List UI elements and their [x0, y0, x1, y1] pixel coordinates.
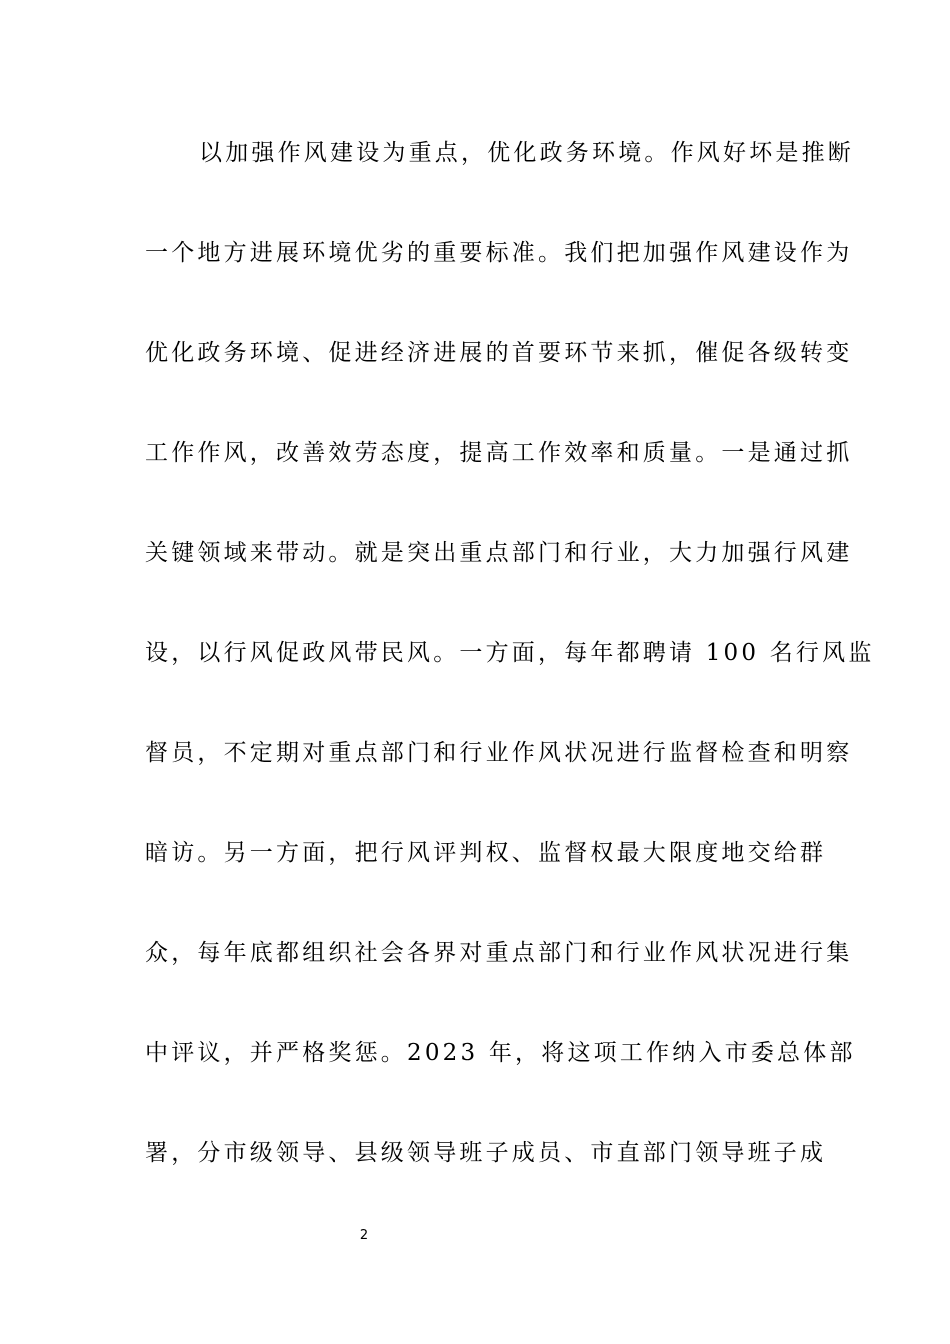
page-number: 2: [359, 1228, 369, 1243]
text-line: 众，每年底都组织社会各界对重点部门和行业作风状况进行集: [145, 940, 853, 966]
text-line: 中评议，并严格奖惩。2023 年，将这项工作纳入市委总体部: [145, 1040, 856, 1066]
text-line: 暗访。另一方面，把行风评判权、监督权最大限度地交给群: [145, 840, 827, 866]
text-line: 署，分市级领导、县级领导班子成员、市直部门领导班子成: [145, 1140, 827, 1166]
text-line: 一个地方进展环境优劣的重要标准。我们把加强作风建设作为: [145, 240, 853, 266]
text-line: 关键领域来带动。就是突出重点部门和行业，大力加强行风建: [145, 540, 853, 566]
text-line: 优化政务环境、促进经济进展的首要环节来抓，催促各级转变: [145, 340, 853, 366]
text-line: 督员，不定期对重点部门和行业作风状况进行监督检查和明察: [145, 740, 853, 766]
text-line: 以加强作风建设为重点，优化政务环境。作风好坏是推断: [199, 140, 854, 166]
body-paragraph: [145, 123, 875, 1223]
text-line: 工作作风，改善效劳态度，提高工作效率和质量。一是通过抓: [145, 440, 853, 466]
text-line: 设，以行风促政风带民风。一方面，每年都聘请 100 名行风监: [145, 640, 875, 666]
